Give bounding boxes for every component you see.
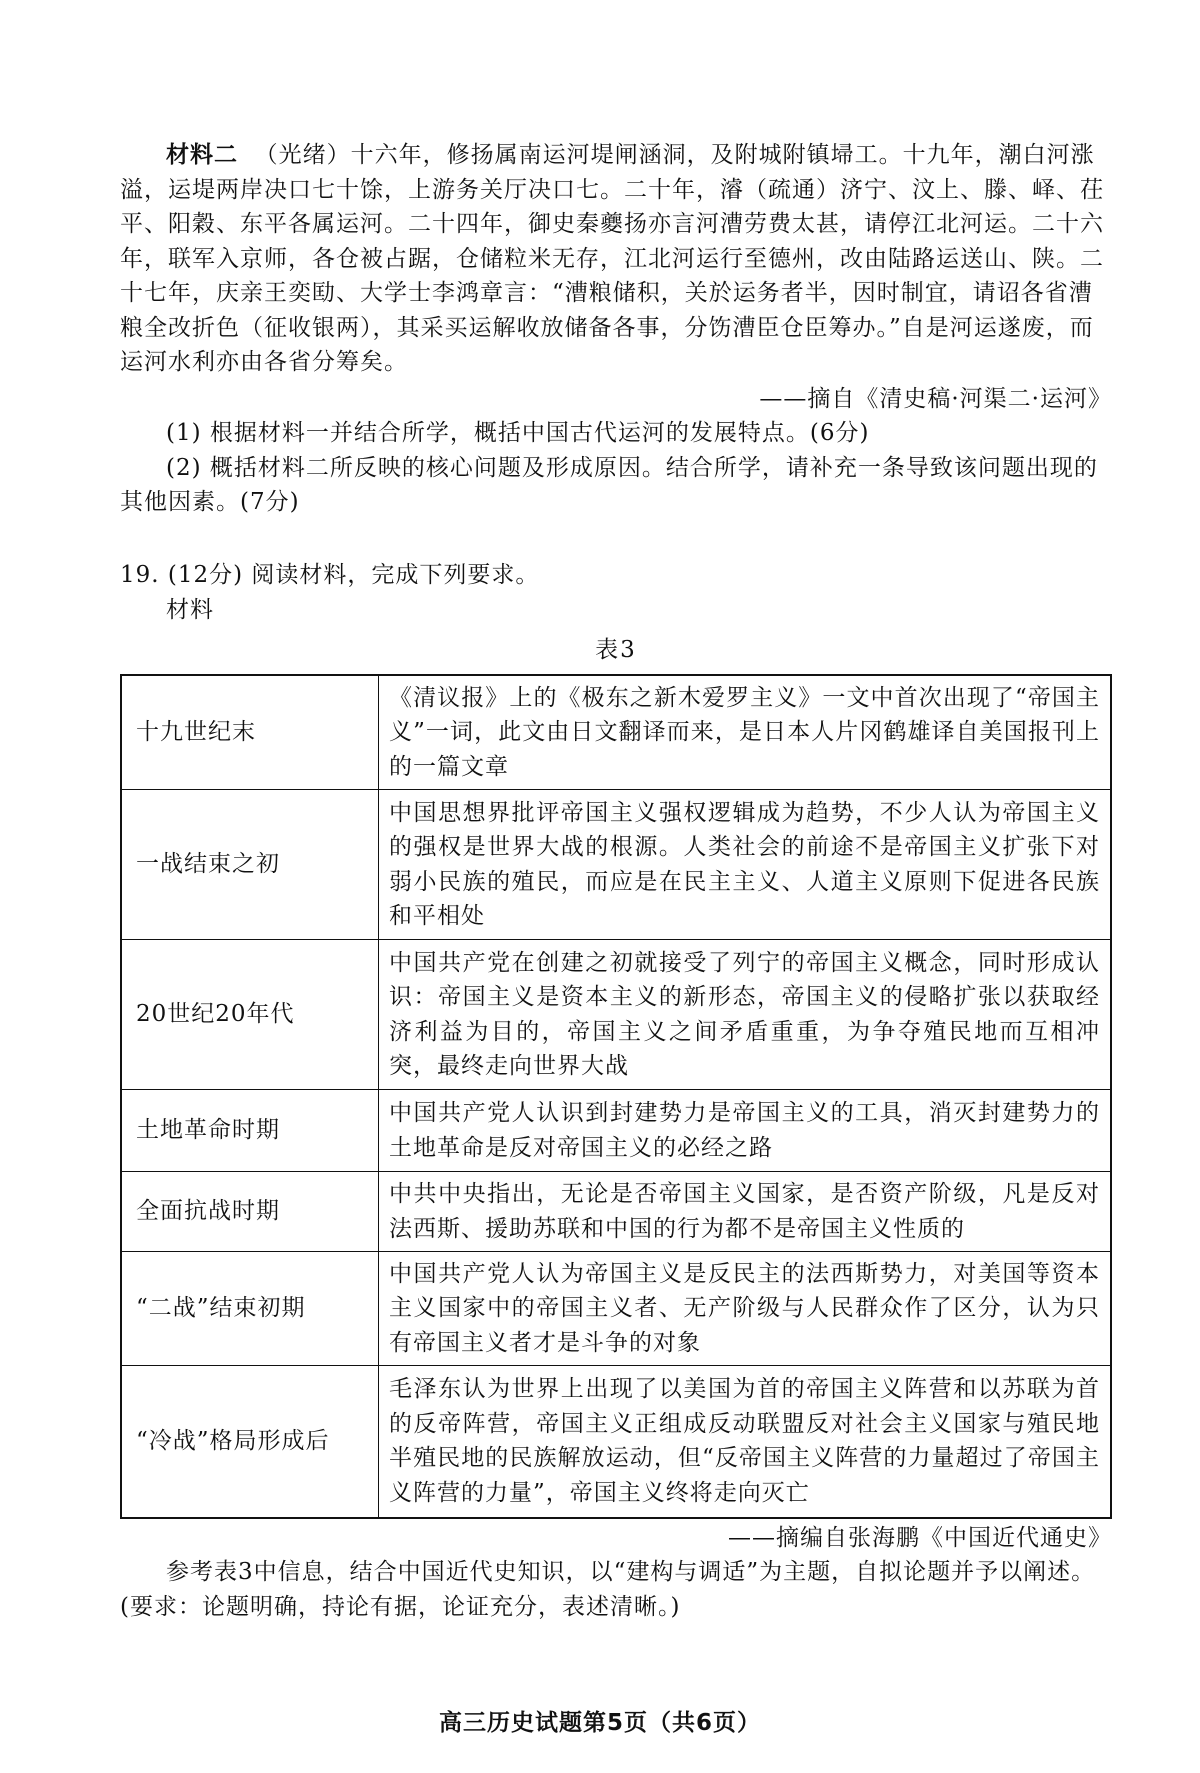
question18-sub1: (1) 根据材料一并结合所学，概括中国古代运河的发展特点。(6分) <box>166 420 870 446</box>
table-desc-cell: 毛泽东认为世界上出现了以美国为首的帝国主义阵营和以苏联为首的反帝阵营，帝国主义正组成反动联盟反对社会主义国家与殖民地半殖民地的民族解放运动，但“反帝国主义阵营的力量超过了帝国主义阵营的力量”，帝国主义终将走向灭亡 <box>379 1366 1112 1518</box>
table-desc-cell: 中国思想界批评帝国主义强权逻辑成为趋势，不少人认为帝国主义的强权是世界大战的根源。人类社会的前途不是帝国主义扩张下对弱小民族的殖民，而应是在民主主义、人道主义原则下促进各民族和平相处 <box>379 790 1112 940</box>
table-caption: 表3 <box>595 637 637 663</box>
imperialism-table <box>120 674 1112 1519</box>
table-period-cell: “二战”结束初期 <box>121 1252 379 1366</box>
table-period-cell: 一战结束之初 <box>121 790 379 940</box>
table-row <box>121 940 1111 1090</box>
question19-section <box>120 558 1112 1624</box>
table-period-cell: 土地革命时期 <box>121 1090 379 1172</box>
table-row <box>121 1172 1111 1252</box>
table-row <box>121 1366 1111 1518</box>
material2-paragraph <box>120 138 1112 380</box>
question18-subquestions <box>120 416 1112 520</box>
material2-label: 材料二 <box>166 142 238 168</box>
material2-text: （光绪）十六年，修扬属南运河堤闸涵洞，及附城附镇埽工。十九年，潮白河涨溢，运堤两岸决口七十馀，上游务关厅决口七。二十年，濬（疏通）济宁、汶上、滕、峄、茌平、阳穀、东平各属运河。二十四年，御史秦夔扬亦言河漕劳费太甚，请停江北河运。二十六年，联军入京师，各仓被占踞，仓储粒米无存，江北河运行至德州，改由陆路运送山、陕。二十七年，庆亲王奕劻、大学士李鸿章言：“漕粮储积，关於运务者半，因时制宜，请诏各省漕粮全改折色（征收银两），其采买运解收放储备各事，分饬漕臣仓臣筹办。”自是河运遂废，而运河水利亦由各省分筹矣。 <box>120 142 1104 375</box>
question19-material-label: 材料 <box>166 596 214 623</box>
table-period-cell: 20世纪20年代 <box>121 940 379 1090</box>
question18-sub2: (2) 概括材料二所反映的核心问题及形成原因。结合所学，请补充一条导致该问题出现的其他因素。(7分) <box>120 454 1098 515</box>
table-desc-cell: 中共中央指出，无论是否帝国主义国家，是否资产阶级，凡是反对法西斯、援助苏联和中国的行为都不是帝国主义性质的 <box>379 1172 1112 1252</box>
table-period-cell: “冷战”格局形成后 <box>121 1366 379 1518</box>
table-period-cell: 十九世纪末 <box>121 675 379 790</box>
question19-header: 19. (12分) 阅读材料，完成下列要求。 <box>120 562 540 588</box>
material2-source: ——摘自《清史稿·河渠二·运河》 <box>759 385 1112 412</box>
table-row <box>121 1252 1111 1366</box>
table-period-cell: 全面抗战时期 <box>121 1172 379 1252</box>
table-desc-cell: 《清议报》上的《极东之新木爱罗主义》一文中首次出现了“帝国主义”一词，此文由日文翻译而来，是日本人片冈鹤雄译自美国报刊上的一篇文章 <box>379 675 1112 790</box>
table-desc-cell: 中国共产党人认为帝国主义是反民主的法西斯势力，对美国等资本主义国家中的帝国主义者、无产阶级与人民群众作了区分，认为只有帝国主义者才是斗争的对象 <box>379 1252 1112 1366</box>
question19-prompt: 参考表3中信息，结合中国近代史知识，以“建构与调适”为主题，自拟论题并予以阐述。(要求：论题明确，持论有据，论证充分，表述清晰。) <box>120 1559 1096 1620</box>
material2-section <box>120 138 1112 416</box>
table-row <box>121 790 1111 940</box>
table-source: ——摘编自张海鹏《中国近代通史》 <box>728 1524 1112 1551</box>
table-desc-cell: 中国共产党人认识到封建势力是帝国主义的工具，消灭封建势力的土地革命是反对帝国主义的必经之路 <box>379 1090 1112 1172</box>
table-row <box>121 675 1111 790</box>
table-row <box>121 1090 1111 1172</box>
table-desc-cell: 中国共产党在创建之初就接受了列宁的帝国主义概念，同时形成认识：帝国主义是资本主义的新形态，帝国主义的侵略扩张以获取经济利益为目的，帝国主义之间矛盾重重，为争夺殖民地而互相冲突，最终走向世界大战 <box>379 940 1112 1090</box>
page-footer: 高三历史试题第5页（共6页） <box>438 1710 761 1736</box>
